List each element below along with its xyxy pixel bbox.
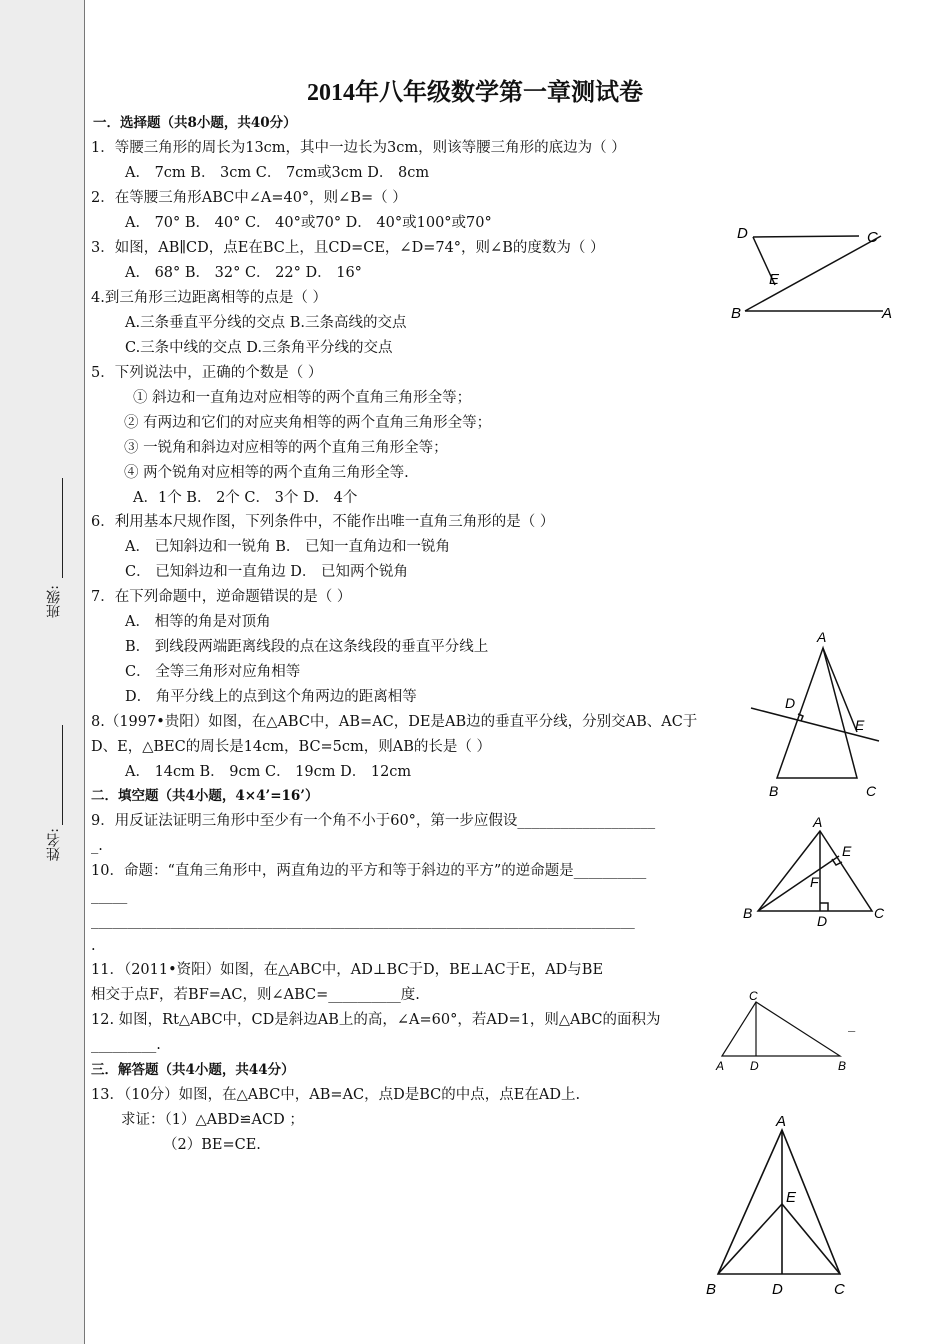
- question-4: 4.到三角形三边距离相等的点是（ ）: [91, 290, 327, 306]
- question-7: 7．在下列命题中，逆命题错误的是（ ）: [91, 589, 352, 605]
- fig1-label-c: C: [867, 229, 878, 246]
- section-1-heading: 一．选择题（共8小题，共40分）: [93, 115, 297, 131]
- question-3-options: A． 68° B． 32° C． 22° D． 16°: [125, 265, 362, 281]
- question-6: 6．利用基本尺规作图，下列条件中，不能作出唯一直角三角形的是（ ）: [91, 514, 555, 530]
- fig4-label-b: B: [838, 1059, 847, 1073]
- question-7-option-d: D． 角平分线上的点到这个角两边的距离相等: [125, 689, 417, 705]
- question-5-statement-4: ④ 两个锐角对应相等的两个直角三角形全等.: [124, 465, 409, 481]
- question-2-options: A． 70° B． 40° C． 40°或70° D． 40°或100°或70°: [125, 215, 492, 231]
- fig1-label-a: A: [882, 305, 893, 322]
- fig3-label-e: E: [842, 843, 852, 859]
- question-10-end: .: [91, 938, 96, 954]
- page-title: 2014年八年级数学第一章测试卷: [307, 80, 643, 106]
- fig2-label-e: E: [855, 717, 865, 733]
- question-5-statement-2: ② 有两边和它们的对应夹角相等的两个直角三角形全等；: [124, 415, 492, 431]
- question-11-continued: 相交于点F，若BF=AC，则∠ABC=__________度.: [91, 987, 420, 1003]
- question-5-options: A．1个 B． 2个 C． 3个 D． 4个: [133, 490, 358, 506]
- question-10-blank-2: ___________________________________________________________________________: [91, 913, 635, 929]
- fig5-label-b: B: [706, 1281, 717, 1298]
- fig3-label-c: C: [874, 905, 885, 921]
- binding-margin: [0, 0, 85, 1344]
- question-1-options: A． 7cm B． 3cm C． 7cm或3cm D． 8cm: [125, 165, 430, 181]
- question-8: 8.（1997•贵阳）如图，在△ABC中，AB=AC，DE是AB边的垂直平分线，分别交AB、AC于: [91, 714, 698, 730]
- fig5-label-a: A: [776, 1113, 787, 1130]
- fig2-label-d: D: [785, 695, 796, 711]
- fig5-label-c: C: [834, 1281, 845, 1298]
- question-10-blank-1: _____: [91, 888, 128, 904]
- fig3-label-a: A: [813, 815, 823, 830]
- fig4-label-c: C: [749, 989, 758, 1003]
- question-10: 10．命题：“直角三角形中，两直角边的平方和等于斜边的平方”的逆命题是__________: [91, 863, 647, 879]
- question-5: 5．下列说法中，正确的个数是（ ）: [91, 365, 323, 381]
- question-13-proof-2: （2）BE=CE.: [163, 1137, 261, 1153]
- question-6-options-2: C． 已知斜边和一直角边 D． 已知两个锐角: [125, 564, 409, 580]
- question-7-option-c: C． 全等三角形对应角相等: [125, 664, 301, 680]
- fig1-label-d: D: [737, 225, 748, 242]
- question-8-options: A． 14cm B． 9cm C． 19cm D． 12cm: [125, 764, 412, 780]
- class-label: 班级:: [46, 585, 62, 618]
- question-4-options-1: A.三条垂直平分线的交点 B.三条高线的交点: [125, 315, 407, 331]
- name-label: 姓名:: [46, 828, 62, 861]
- class-fill-line: [62, 478, 63, 578]
- name-fill-line: [62, 725, 63, 825]
- fig4-label-d: D: [750, 1059, 759, 1073]
- fig2-label-a: A: [817, 629, 827, 645]
- question-8-continued: D、E，△BEC的周长是14cm，BC=5cm，则AB的长是（ ）: [91, 739, 492, 755]
- figure-q13: [700, 1112, 860, 1302]
- section-2-heading: 二．填空题（共4小题，4×4’=16’）: [91, 788, 319, 804]
- question-5-statement-3: ③ 一锐角和斜边对应相等的两个直角三角形全等；: [124, 440, 448, 456]
- fig3-label-f: F: [810, 874, 819, 890]
- question-9: 9．用反证法证明三角形中至少有一个角不小于60°，第一步应假设___________________: [91, 813, 656, 829]
- fig1-label-e: E: [769, 271, 780, 288]
- question-3: 3．如图，AB∥CD，点E在BC上，且CD=CE，∠D=74°，则∠B的度数为（ ）: [91, 240, 605, 256]
- fig2-label-c: C: [866, 783, 877, 799]
- fig5-label-d: D: [772, 1281, 783, 1298]
- question-13-proof-1: 求证：（1）△ABD≌ACD ；: [121, 1112, 304, 1128]
- figure-q12: [712, 988, 852, 1073]
- fig5-label-e: E: [786, 1189, 797, 1206]
- question-6-options-1: A． 已知斜边和一锐角 B． 已知一直角边和一锐角: [125, 539, 450, 555]
- fig3-label-b: B: [743, 905, 753, 921]
- question-11: 11．（2011•资阳）如图，在△ABC中，AD⊥BC于D，BE⊥AC于E，AD与BE: [91, 962, 604, 978]
- fig4-label-a: A: [716, 1059, 725, 1073]
- figure-q3: [725, 220, 905, 330]
- question-1: 1．等腰三角形的周长为13cm，其中一边长为3cm，则该等腰三角形的底边为（ ）: [91, 140, 626, 156]
- question-4-options-2: C.三条中线的交点 D.三条角平分线的交点: [125, 340, 393, 356]
- section-3-heading: 三．解答题（共4小题，共44分）: [91, 1062, 295, 1078]
- fig1-label-b: B: [731, 305, 742, 322]
- question-13: 13．（10分）如图，在△ABC中，AB=AC，点D是BC的中点，点E在AD上.: [91, 1087, 581, 1103]
- fig2-label-b: B: [769, 783, 779, 799]
- question-5-statement-1: ① 斜边和一直角边对应相等的两个直角三角形全等；: [133, 390, 472, 406]
- question-2: 2．在等腰三角形ABC中∠A=40°，则∠B=（ ）: [91, 190, 407, 206]
- fig3-label-d: D: [817, 913, 828, 929]
- question-12: 12. 如图，Rt△ABC中，CD是斜边AB上的高，∠A=60°，若AD=1，则△ABC的面积为: [91, 1012, 661, 1028]
- question-7-option-b: B． 到线段两端距离线段的点在这条线段的垂直平分线上: [125, 639, 489, 655]
- question-9-continued: _.: [91, 838, 103, 854]
- question-12-dash: _: [848, 1016, 856, 1032]
- figure-q8: [745, 628, 895, 803]
- figure-q11: [740, 815, 890, 930]
- question-12-blank: _________.: [91, 1037, 161, 1053]
- question-7-option-a: A． 相等的角是对顶角: [125, 614, 271, 630]
